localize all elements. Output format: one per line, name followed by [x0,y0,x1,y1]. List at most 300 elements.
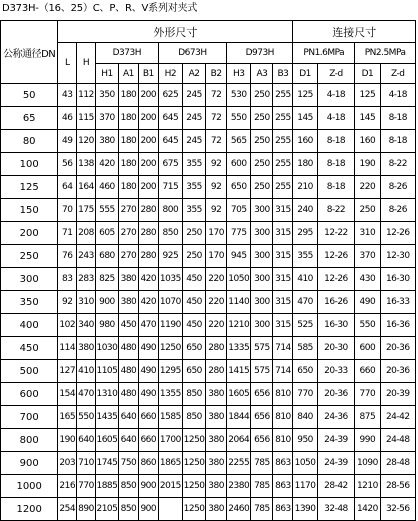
table-cell: 170 [206,222,227,245]
table-cell: 92 [206,176,227,199]
table-cell: 1170 [293,475,317,498]
table-cell: 190 [58,429,77,452]
sub-header-cell: H2 [158,64,182,84]
table-row [1,130,416,153]
table-cell: 164 [77,176,96,199]
table-cell: 16-30 [317,314,355,337]
table-cell: 280 [138,199,158,222]
table-cell: 810 [273,406,293,429]
table-cell: 770 [293,383,317,406]
sub-header-cell: Z-d [317,64,355,84]
table-cell: 2255 [227,452,251,475]
table-cell: 28-56 [380,475,415,498]
pn25-header: PN2.5MPa [355,43,416,64]
table-cell: 1420 [355,498,380,521]
table-cell: 380 [206,383,227,406]
table-cell: 750 [119,452,139,475]
table-cell: 380 [206,498,227,521]
table-cell: 490 [138,337,158,360]
table-cell: 315 [273,245,293,268]
table-cell: 825 [95,268,118,291]
table-cell: 863 [273,452,293,475]
table-cell: 550 [227,107,251,130]
dn-cell: 1000 [1,475,58,498]
table-cell: 430 [355,268,380,291]
table-cell: 900 [138,498,158,521]
table-row [1,84,416,107]
sub-header-cell: B3 [273,64,293,84]
table-cell: 300 [251,199,273,222]
table-cell: 1310 [95,383,118,406]
table-cell: 255 [273,153,293,176]
table-cell: 145 [293,107,317,130]
table-cell: 1415 [227,360,251,383]
table-cell: 450 [183,291,206,314]
table-cell: 890 [77,498,96,521]
table-cell: 250 [251,84,273,107]
dn-cell: 800 [1,429,58,452]
table-cell: 220 [206,291,227,314]
table-cell: 645 [158,130,182,153]
table-cell: 2105 [95,498,118,521]
table-cell: 1865 [158,452,182,475]
table-cell: 810 [273,429,293,452]
table-body [1,84,416,521]
table-cell: 705 [227,199,251,222]
table-cell: 255 [273,84,293,107]
dn-header: 公称通径DN [1,21,58,84]
dn-cell: 80 [1,130,58,153]
table-cell: 8-18 [317,176,355,199]
table-cell: 270 [119,222,139,245]
table-cell: 165 [58,406,77,429]
table-cell: 1585 [158,406,182,429]
table-cell: 350 [95,84,118,107]
table-cell: 180 [119,130,139,153]
table-cell: 380 [206,429,227,452]
dn-cell: 125 [1,176,58,199]
table-cell: 16-30 [380,268,415,291]
table-cell: 300 [251,268,273,291]
table-cell: 710 [77,452,96,475]
table-cell: 656 [251,383,273,406]
table-cell: 1885 [95,475,118,498]
table-cell: 650 [227,176,251,199]
table-row [1,498,416,521]
table-cell: 1745 [95,452,118,475]
table-cell: 220 [206,268,227,291]
table-cell: 32-56 [380,498,415,521]
table-row [1,153,416,176]
table-cell: 450 [183,268,206,291]
table-cell: 850 [119,475,139,498]
table-cell: 714 [273,337,293,360]
table-row [1,406,416,429]
table-cell: 70 [58,199,77,222]
table-cell: 950 [293,429,317,452]
table-cell: 1844 [227,406,251,429]
table-cell: 490 [355,291,380,314]
table-cell: 2460 [227,498,251,521]
table-cell: 24-48 [380,429,415,452]
table-cell: 470 [138,314,158,337]
table-cell: 216 [58,475,77,498]
table-cell: 1250 [183,498,206,521]
table-cell: 450 [119,314,139,337]
table-cell: 875 [355,406,380,429]
dn-cell: 700 [1,406,58,429]
table-cell: 775 [227,222,251,245]
table-cell: 310 [355,222,380,245]
table-cell: 315 [273,222,293,245]
table-cell: 180 [119,84,139,107]
table-cell: 675 [158,153,182,176]
dn-cell: 50 [1,84,58,107]
table-cell: 92 [58,291,77,314]
table-cell: 240 [293,199,317,222]
table-cell: 160 [355,130,380,153]
pn16-header: PN1.6MPa [293,43,355,64]
table-cell: 200 [138,153,158,176]
table-cell: 180 [293,153,317,176]
table-cell: 12-26 [317,268,355,291]
table-cell [158,498,182,521]
table-cell: 203 [58,452,77,475]
table-cell: 1050 [293,452,317,475]
sub-header-cell: D1 [293,64,317,84]
table-cell: 300 [251,291,273,314]
dn-cell: 400 [1,314,58,337]
table-cell: 1070 [158,291,182,314]
table-cell: 92 [206,199,227,222]
table-cell: 200 [138,107,158,130]
table-cell: 1210 [355,475,380,498]
table-cell: 530 [227,84,251,107]
table-cell: 250 [183,222,206,245]
table-cell: 1035 [158,268,182,291]
table-cell: 315 [273,314,293,337]
table-cell: 300 [251,314,273,337]
table-cell: 650 [293,360,317,383]
table-cell: 555 [95,199,118,222]
table-cell: 83 [58,268,77,291]
table-cell: 860 [138,452,158,475]
table-cell: 20-36 [317,383,355,406]
table-cell: 420 [138,268,158,291]
table-cell: 200 [138,176,158,199]
table-cell: 72 [206,107,227,130]
dn-cell: 450 [1,337,58,360]
table-row [1,222,416,245]
table-cell: 295 [293,222,317,245]
table-cell: 370 [95,107,118,130]
table-cell: 420 [95,153,118,176]
table-cell: 715 [158,176,182,199]
table-cell: 850 [119,498,139,521]
table-cell: 550 [355,314,380,337]
table-cell: 370 [355,245,380,268]
table-cell: 20-33 [317,360,355,383]
table-cell: 680 [95,245,118,268]
dn-cell: 300 [1,268,58,291]
table-cell: 800 [158,199,182,222]
table-cell: 250 [251,130,273,153]
page-title: D373H-（16、25）C、P、R、V系列对夹式 [2,3,198,14]
table-cell: 410 [77,360,96,383]
table-cell: 160 [293,130,317,153]
table-cell: 380 [206,452,227,475]
table-cell: 1700 [158,429,182,452]
sub-header-cell: Z-d [380,64,415,84]
table-cell: 4-18 [317,84,355,107]
table-cell: 355 [183,176,206,199]
table-cell: 355 [183,199,206,222]
table-cell: 575 [251,337,273,360]
table-cell: 1335 [227,337,251,360]
table-cell: 12-26 [380,222,415,245]
dn-cell: 150 [1,199,58,222]
table-row [1,291,416,314]
table-cell: 850 [158,222,182,245]
table-cell: 650 [183,337,206,360]
table-cell: 24-42 [380,406,415,429]
table-cell: 1210 [227,314,251,337]
table-cell: 12-22 [317,222,355,245]
table-row [1,176,416,199]
table-cell: 8-22 [317,199,355,222]
table-row [1,245,416,268]
table-cell: 565 [227,130,251,153]
table-cell: 250 [251,153,273,176]
table-cell: 850 [183,383,206,406]
table-cell: 255 [273,107,293,130]
dimension-table [0,20,416,521]
table-cell: 280 [206,360,227,383]
table-cell: 1030 [95,337,118,360]
table-row [1,199,416,222]
table-cell: 280 [206,337,227,360]
table-cell: 1605 [95,429,118,452]
table-cell: 112 [77,84,96,107]
table-row [1,475,416,498]
table-cell: 125 [293,84,317,107]
table-cell: 625 [158,84,182,107]
table-cell: 660 [138,406,158,429]
table-cell: 770 [77,475,96,498]
table-cell: 1050 [227,268,251,291]
table-cell: 283 [77,268,96,291]
table-cell: 605 [95,222,118,245]
table-cell: 640 [119,406,139,429]
table-cell: 24-39 [317,429,355,452]
table-cell: 12-30 [380,245,415,268]
table-cell: 714 [273,360,293,383]
table-cell: 115 [77,107,96,130]
connection-dimensions-header: 连接尺寸 [293,21,416,43]
table-row [1,314,416,337]
table-cell: 102 [58,314,77,337]
table-cell: 380 [77,337,96,360]
dn-cell: 1200 [1,498,58,521]
table-cell: 170 [206,245,227,268]
table-cell: 656 [251,406,273,429]
table-cell: 315 [273,199,293,222]
table-cell: 20-30 [317,337,355,360]
table-cell: 380 [119,268,139,291]
table-cell: 208 [77,222,96,245]
table-cell: 380 [206,406,227,429]
table-cell: 2380 [227,475,251,498]
table-cell: 480 [119,360,139,383]
table-row [1,268,416,291]
table-cell: 8-18 [380,107,415,130]
table-cell: 340 [77,314,96,337]
table-cell: 1355 [158,383,182,406]
table-cell: 650 [183,360,206,383]
table-row [1,337,416,360]
table-cell: 180 [119,153,139,176]
table-cell: 180 [119,107,139,130]
table-row [1,429,416,452]
table-header [1,21,416,84]
table-cell: 243 [77,245,96,268]
table-row [1,360,416,383]
table-cell: 1250 [158,337,182,360]
dn-cell: 100 [1,153,58,176]
table-cell: 255 [273,130,293,153]
table-cell: 200 [138,84,158,107]
dn-cell: 500 [1,360,58,383]
outer-dimensions-header: 外形尺寸 [58,21,293,43]
table-cell: 1435 [95,406,118,429]
d973h-header: D973H [227,43,293,64]
table-cell: 550 [77,406,96,429]
table-cell: 127 [58,360,77,383]
sub-header-cell: A3 [251,64,273,84]
table-cell: 420 [138,291,158,314]
table-cell: 145 [355,107,380,130]
table-cell: 20-36 [380,337,415,360]
d373h-header: D373H [95,43,158,64]
table-cell: 12-26 [317,245,355,268]
table-cell: 20-39 [380,383,415,406]
table-cell: 8-26 [380,176,415,199]
table-cell: 190 [355,153,380,176]
sub-header-cell: H3 [227,64,251,84]
dn-cell: 200 [1,222,58,245]
table-cell: 1250 [183,475,206,498]
table-cell: 460 [95,176,118,199]
table-cell: 255 [273,176,293,199]
table-cell: 575 [251,360,273,383]
table-cell: 1090 [355,452,380,475]
sub-header-cell: H1 [95,64,118,84]
table-cell: 24-36 [317,406,355,429]
table-cell: 850 [183,406,206,429]
table-cell: 480 [119,383,139,406]
sub-header-cell: A2 [183,64,206,84]
h-header: H [77,43,96,84]
dn-cell: 900 [1,452,58,475]
dn-cell: 65 [1,107,58,130]
table-cell: 28-42 [317,475,355,498]
table-cell: 8-18 [317,130,355,153]
dn-cell: 250 [1,245,58,268]
sub-header-cell: A1 [119,64,139,84]
table-cell: 220 [206,314,227,337]
table-cell: 46 [58,107,77,130]
table-cell: 1250 [183,429,206,452]
table-cell: 245 [183,130,206,153]
table-cell: 300 [251,222,273,245]
table-cell: 315 [273,291,293,314]
table-cell: 114 [58,337,77,360]
table-cell: 990 [355,429,380,452]
table-cell: 980 [95,314,118,337]
table-cell: 92 [206,153,227,176]
table-cell: 250 [183,245,206,268]
table-cell: 16-36 [380,314,415,337]
table-cell: 925 [158,245,182,268]
table-cell: 64 [58,176,77,199]
table-cell: 785 [251,452,273,475]
sub-header-cell: B1 [138,64,158,84]
table-cell: 315 [273,268,293,291]
table-cell: 380 [206,475,227,498]
table-cell: 2015 [158,475,182,498]
table-cell: 56 [58,153,77,176]
table-row [1,452,416,475]
table-cell: 32-48 [317,498,355,521]
table-cell: 138 [77,153,96,176]
table-cell: 245 [183,107,206,130]
table-cell: 380 [119,291,139,314]
table-cell: 863 [273,498,293,521]
table-cell: 72 [206,84,227,107]
table-cell: 1250 [183,452,206,475]
table-row [1,383,416,406]
table-cell: 2064 [227,429,251,452]
table-cell: 250 [355,199,380,222]
d673h-header: D673H [158,43,226,64]
table-cell: 355 [293,245,317,268]
table-row [1,107,416,130]
table-cell: 125 [355,84,380,107]
table-cell: 1140 [227,291,251,314]
table-cell: 355 [183,153,206,176]
table-cell: 175 [77,199,96,222]
table-cell: 900 [95,291,118,314]
table-cell: 450 [183,314,206,337]
table-cell: 900 [138,475,158,498]
table-cell: 210 [293,176,317,199]
table-cell: 250 [251,176,273,199]
table-cell: 945 [227,245,251,268]
table-cell: 656 [251,429,273,452]
table-cell: 1190 [158,314,182,337]
table-cell: 490 [138,383,158,406]
table-cell: 410 [293,268,317,291]
table-cell: 16-33 [380,291,415,314]
sub-header-cell: D1 [355,64,380,84]
table-cell: 71 [58,222,77,245]
table-cell: 8-18 [380,130,415,153]
table-cell: 300 [251,245,273,268]
table-cell: 785 [251,475,273,498]
table-cell: 49 [58,130,77,153]
table-cell: 72 [206,130,227,153]
table-cell: 16-26 [317,291,355,314]
